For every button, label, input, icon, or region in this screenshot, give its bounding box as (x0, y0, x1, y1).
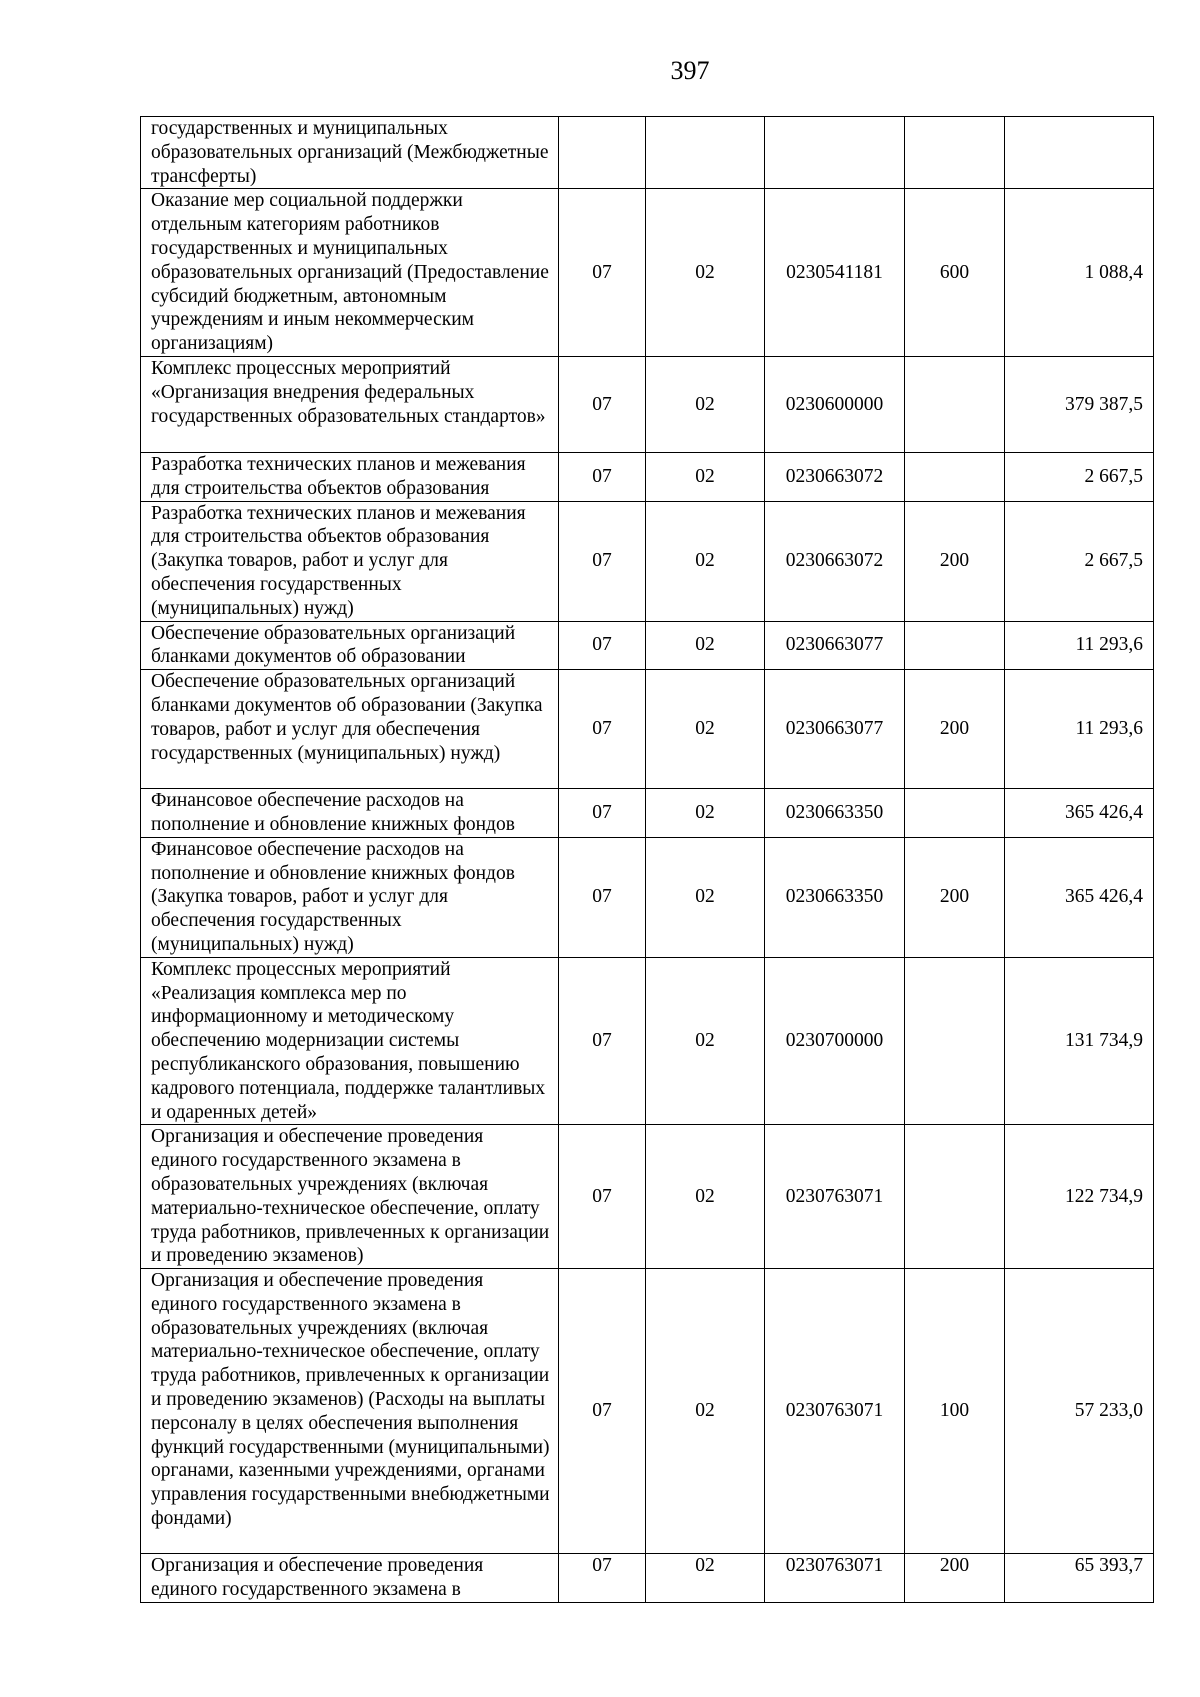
row-expense-type: 200 (905, 670, 1005, 789)
row-section: 07 (559, 957, 646, 1125)
row-subsection (646, 117, 765, 189)
row-amount: 122 734,9 (1005, 1125, 1154, 1269)
table-row (141, 1554, 1154, 1603)
row-target-article: 0230663072 (765, 501, 905, 621)
row-target-article: 0230600000 (765, 356, 905, 452)
row-amount (1005, 117, 1154, 189)
row-amount: 379 387,5 (1005, 356, 1154, 452)
row-subsection: 02 (646, 1125, 765, 1269)
row-description: Комплекс процессных мероприятий «Организация внедрения федеральных государственных образовательных стандартов» (141, 356, 559, 452)
budget-table (140, 116, 1154, 1603)
table-row (141, 670, 1154, 789)
table-row (141, 957, 1154, 1125)
row-target-article (765, 117, 905, 189)
row-description: Финансовое обеспечение расходов на пополнение и обновление книжных фондов (Закупка товаров, работ и услуг для обеспечения государственных (муниципальных) нужд) (141, 837, 559, 957)
table-row (141, 789, 1154, 838)
row-description: Организация и обеспечение проведения единого государственного экзамена в образовательных учреждениях (включая материально-техническое обеспечение, оплату труда работников, привлеченных к организации и проведению экзаменов) (141, 1125, 559, 1269)
row-amount: 11 293,6 (1005, 670, 1154, 789)
row-description: Финансовое обеспечение расходов на пополнение и обновление книжных фондов (141, 789, 559, 838)
row-subsection: 02 (646, 957, 765, 1125)
row-description: Разработка технических планов и межевания для строительства объектов образования (141, 452, 559, 501)
row-subsection: 02 (646, 356, 765, 452)
row-description: Оказание мер социальной поддержки отдельным категориям работников государственных и муниципальных образовательных организаций (Предоставление субсидий бюджетным, автономным учреждениям и иным некоммерческим организациям) (141, 189, 559, 357)
row-expense-type: 200 (905, 837, 1005, 957)
table-row (141, 189, 1154, 357)
row-target-article: 0230663072 (765, 452, 905, 501)
row-description: Разработка технических планов и межевания для строительства объектов образования (Закупка товаров, работ и услуг для обеспечения государственных (муниципальных) нужд) (141, 501, 559, 621)
row-expense-type: 200 (905, 501, 1005, 621)
row-amount: 1 088,4 (1005, 189, 1154, 357)
row-subsection: 02 (646, 1269, 765, 1554)
table-row (141, 117, 1154, 189)
row-subsection: 02 (646, 1554, 765, 1603)
row-subsection: 02 (646, 670, 765, 789)
row-section: 07 (559, 1125, 646, 1269)
row-target-article: 0230663077 (765, 621, 905, 670)
row-expense-type (905, 452, 1005, 501)
row-description: Обеспечение образовательных организаций бланками документов об образовании (141, 621, 559, 670)
row-expense-type: 200 (905, 1554, 1005, 1603)
table-row (141, 1125, 1154, 1269)
row-subsection: 02 (646, 189, 765, 357)
row-section: 07 (559, 189, 646, 357)
row-expense-type (905, 117, 1005, 189)
row-description: Комплекс процессных мероприятий «Реализация комплекса мер по информационному и методическому обеспечению модернизации системы республиканского образования, повышению кадрового потенциала, поддержке талантливых и одаренных детей» (141, 957, 559, 1125)
row-section: 07 (559, 621, 646, 670)
row-amount: 11 293,6 (1005, 621, 1154, 670)
row-target-article: 0230663350 (765, 837, 905, 957)
row-amount: 2 667,5 (1005, 452, 1154, 501)
row-subsection: 02 (646, 501, 765, 621)
row-description: Организация и обеспечение проведения единого государственного экзамена в (141, 1554, 559, 1603)
row-amount: 365 426,4 (1005, 837, 1154, 957)
row-section: 07 (559, 1554, 646, 1603)
row-target-article: 0230663077 (765, 670, 905, 789)
table-row (141, 621, 1154, 670)
row-expense-type (905, 957, 1005, 1125)
row-amount: 2 667,5 (1005, 501, 1154, 621)
row-target-article: 0230700000 (765, 957, 905, 1125)
row-section: 07 (559, 670, 646, 789)
row-section (559, 117, 646, 189)
row-section: 07 (559, 837, 646, 957)
row-section: 07 (559, 501, 646, 621)
row-amount: 65 393,7 (1005, 1554, 1154, 1603)
row-target-article: 0230663350 (765, 789, 905, 838)
row-expense-type (905, 789, 1005, 838)
row-subsection: 02 (646, 789, 765, 838)
row-subsection: 02 (646, 837, 765, 957)
row-amount: 57 233,0 (1005, 1269, 1154, 1554)
row-description: Обеспечение образовательных организаций бланками документов об образовании (Закупка товаров, работ и услуг для обеспечения государственных (муниципальных) нужд) (141, 670, 559, 789)
row-expense-type: 100 (905, 1269, 1005, 1554)
table-row (141, 501, 1154, 621)
row-expense-type (905, 1125, 1005, 1269)
row-amount: 365 426,4 (1005, 789, 1154, 838)
table-row (141, 837, 1154, 957)
row-expense-type (905, 356, 1005, 452)
row-subsection: 02 (646, 621, 765, 670)
row-section: 07 (559, 356, 646, 452)
row-target-article: 0230541181 (765, 189, 905, 357)
row-amount: 131 734,9 (1005, 957, 1154, 1125)
row-subsection: 02 (646, 452, 765, 501)
row-expense-type (905, 621, 1005, 670)
row-section: 07 (559, 452, 646, 501)
row-description: Организация и обеспечение проведения единого государственного экзамена в образовательных учреждениях (включая материально-техническое обеспечение, оплату труда работников, привлеченных к организации и проведению экзаменов) (Расходы на выплаты персоналу в целях обеспечения выполнения функций государственными (муниципальными) органами, казенными учреждениями, органами управления государственными внебюджетными фондами) (141, 1269, 559, 1554)
row-section: 07 (559, 1269, 646, 1554)
row-description: государственных и муниципальных образовательных организаций (Межбюджетные трансферты) (141, 117, 559, 189)
table-row (141, 452, 1154, 501)
row-target-article: 0230763071 (765, 1125, 905, 1269)
row-target-article: 0230763071 (765, 1269, 905, 1554)
row-section: 07 (559, 789, 646, 838)
table-row (141, 1269, 1154, 1554)
row-target-article: 0230763071 (765, 1554, 905, 1603)
page-number: 397 (670, 56, 710, 85)
row-expense-type: 600 (905, 189, 1005, 357)
table-row (141, 356, 1154, 452)
